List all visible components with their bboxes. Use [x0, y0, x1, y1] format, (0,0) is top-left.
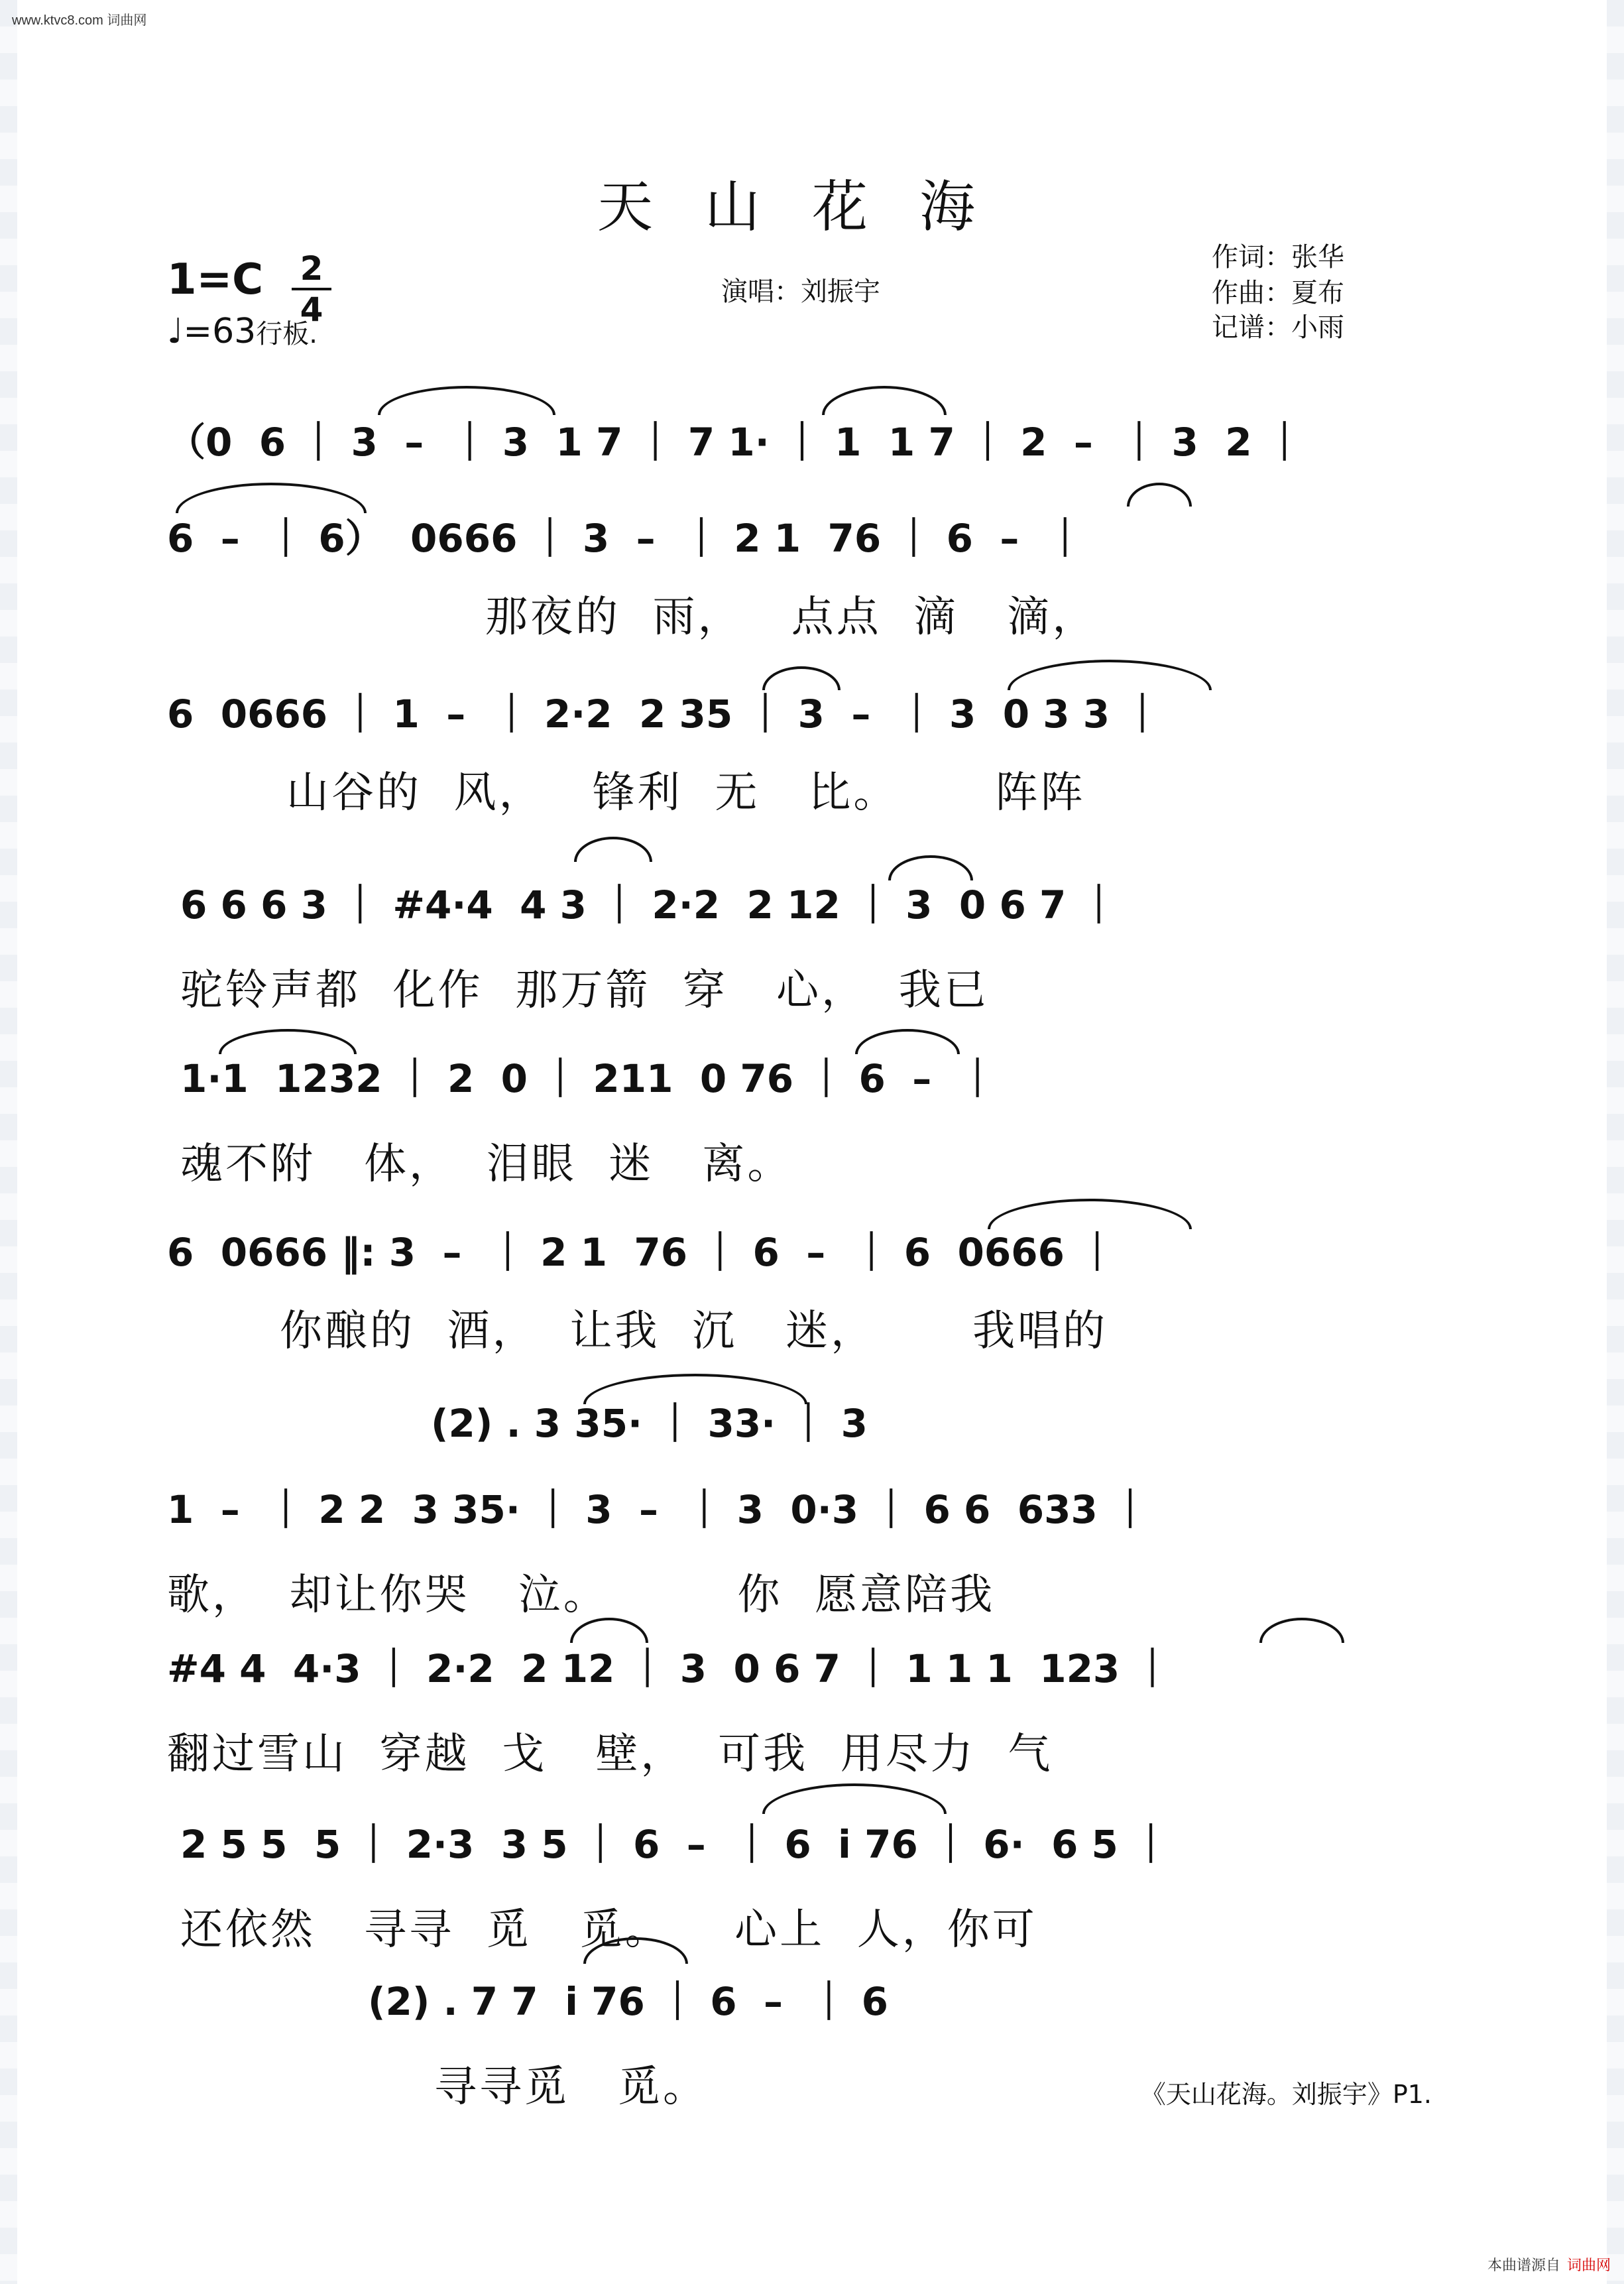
score-line-9 — [167, 1638, 1171, 1781]
slur-arc — [574, 837, 652, 862]
slur-arc — [762, 666, 841, 690]
score-line-3 — [167, 683, 1161, 819]
line-11-lyrics: 寻寻觅 觅。 — [434, 2063, 709, 2112]
tempo-word: 行板. — [256, 319, 318, 349]
time-signature-top: 2 — [300, 249, 323, 288]
line-9-notes: #4 4 4·3 ｜ 2·2 2 12 ｜ 3 0 6 7 ｜ 1 1 1 123 ｜ — [167, 1646, 1172, 1691]
site-header — [12, 9, 146, 29]
tie-arc — [378, 386, 555, 415]
lyricist-credit: 作词：张华 — [1212, 242, 1344, 272]
slur-arc — [888, 855, 973, 880]
key-signature: 1=C — [167, 255, 264, 304]
line-2-lyrics: 那夜的 雨， 点点 滴 滴， — [485, 593, 1098, 642]
line-4-lyrics: 驼铃声都 化作 那万箭 穿 心， 我已 — [180, 966, 989, 1015]
score-line-8 — [167, 1478, 1149, 1622]
line-2-notes: 6 – ｜ 6） 0666 ｜ 3 – ｜ 2 1 76 ｜ 6 – ｜ — [167, 516, 1084, 561]
line-8-lyrics: 歌， 却让你哭 泣。 你 愿意陪我 — [167, 1571, 996, 1620]
line-1-notes: （0 6 ｜ 3 – ｜ 3 1 7 ｜ 7 1· ｜ 1 1 7 ｜ 2 – ｜ 3 2 ｜ — [167, 420, 1304, 465]
score-line-4 — [180, 874, 1118, 1017]
slur-arc — [855, 1029, 960, 1054]
transcriber-credit: 记谱：小雨 — [1212, 312, 1344, 343]
tie-arc — [822, 386, 947, 415]
tie-arc — [762, 1783, 947, 1814]
line-5-notes: 1·1 1232 ｜ 2 0 ｜ 211 0 76 ｜ 6 – ｜ — [180, 1056, 997, 1101]
singer-credit: 演唱：刘振宇 — [721, 276, 880, 307]
tempo-marking — [167, 312, 318, 351]
source-mark — [1487, 2254, 1611, 2275]
site-name: 词曲网 — [107, 13, 147, 28]
score-line-11-second-ending — [368, 1970, 888, 2114]
time-signature-bottom: 4 — [300, 290, 323, 329]
page-footer: 《天山花海。刘振宇》P1. — [1140, 2080, 1432, 2109]
score-line-5 — [180, 1048, 997, 1191]
line-10-lyrics: 还依然 寻寻 觅 觅。 心上 人，你可 — [180, 1905, 1037, 1954]
left-watermark-strip — [0, 0, 17, 2284]
line-6-lyrics: 你酿的 酒， 让我 沉 迷， 我唱的 — [280, 1307, 1108, 1356]
tie-arc — [583, 1374, 807, 1404]
slur-arc — [1259, 1618, 1344, 1643]
tempo-value: ♩=63 — [167, 312, 257, 351]
line-10-notes: 2 5 5 5 ｜ 2·3 3 5 ｜ 6 – ｜ 6 i 76 ｜ 6· 6 5 ｜ — [180, 1822, 1171, 1867]
score-line-6 — [167, 1221, 1116, 1358]
score-line-2 — [167, 507, 1097, 644]
line-11-notes: (2) . 7 7 i 76 ｜ 6 – ｜ 6 — [368, 1979, 888, 2024]
tie-arc — [176, 483, 367, 513]
site-url[interactable]: www.ktvc8.com — [12, 13, 103, 28]
line-8-notes: 1 – ｜ 2 2 3 35· ｜ 3 – ｜ 3 0·3 ｜ 6 6 633 ｜ — [167, 1487, 1150, 1532]
line-4-notes: 6 6 6 3 ｜ #4·4 4 3 ｜ 2·2 2 12 ｜ 3 0 6 7 ｜ — [180, 882, 1118, 928]
composer-credit: 作曲：夏布 — [1212, 278, 1344, 308]
line-5-lyrics: 魂不附 体， 泪眼 迷 离。 — [180, 1140, 793, 1189]
right-watermark-strip — [1607, 0, 1624, 2284]
source-mark-text: 本曲谱源自 — [1487, 2257, 1560, 2274]
score-line-1 — [167, 411, 1304, 467]
line-3-lyrics: 山谷的 风， 锋利 无 比。 阵阵 — [286, 768, 1086, 817]
line-6-notes: 6 0666 ‖: 3 – ｜ 2 1 76 ｜ 6 – ｜ 6 0666 ｜ — [167, 1230, 1117, 1275]
score-line-10 — [180, 1813, 1170, 1956]
line-3-notes: 6 0666 ｜ 1 – ｜ 2·2 2 35 ｜ 3 – ｜ 3 0 3 3 ｜ — [167, 691, 1162, 737]
slur-arc — [219, 1029, 357, 1054]
tie-arc — [1008, 660, 1212, 690]
source-mark-brand[interactable]: 词曲网 — [1566, 2257, 1611, 2274]
line-9-lyrics: 翻过雪山 穿越 戈 壁， 可我 用尽力 气 — [167, 1730, 1053, 1779]
slur-arc — [1127, 483, 1192, 507]
song-title: 天山花海 — [597, 174, 1027, 239]
line-7-notes: (2) . 3 35· ｜ 33· ｜ 3 — [431, 1401, 868, 1446]
tie-arc — [988, 1199, 1192, 1229]
